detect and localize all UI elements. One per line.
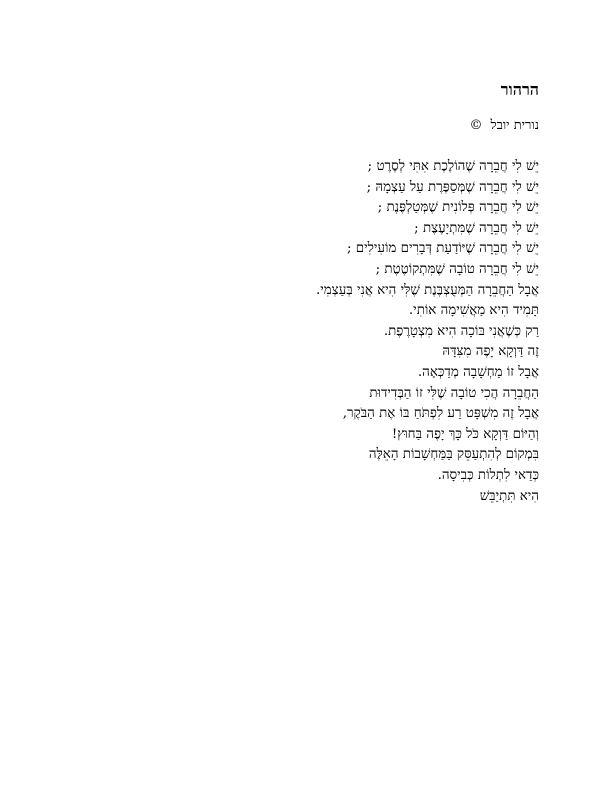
poem-line: רַק כְּשֶׁאֲנִי בּוֹכָה הִיא מִצְטָרֶפֶת. bbox=[383, 323, 539, 339]
poem-line: זֶה דַּוְקָא יָפֶה מִצִּדָּהּ bbox=[442, 344, 539, 360]
poem-line: אֲבָל הַחֲבֵרָה הַמְּעֻצְבֶּנֶת שֶׁלִּי הִיא אֲנִי בְּעַצְמִי. bbox=[315, 282, 539, 298]
author-name: נורית יובל bbox=[490, 118, 539, 133]
poem-line: יֵשׁ לִי חֲבֵרָה שֶׁמִּתְיָעֶצֶת ; bbox=[414, 220, 539, 236]
byline bbox=[119, 118, 539, 134]
poem-container bbox=[119, 80, 539, 507]
poem-line: יֵשׁ לִי חֲבֵרָה טוֹבָה שֶׁמִּתְקוֹטֶטֶת ; bbox=[375, 261, 539, 277]
poem-title: הרהור bbox=[500, 80, 539, 99]
copyright-symbol: © bbox=[469, 118, 483, 133]
poem-line: יֵשׁ לִי חֲבֵרָה פְּלוֹנִית שֶׁמְּטַלְפֶּנֶת ; bbox=[377, 200, 539, 216]
poem-line: תָּמִיד הִיא מַאֲשִׁימָה אוֹתִי. bbox=[408, 303, 539, 319]
poem-body bbox=[119, 157, 539, 507]
poem-line: יֵשׁ לִי חֲבֵרָה שֶׁהוֹלֶכֶת אִתִּי לְסֶרֶט ; bbox=[367, 159, 539, 174]
poem-line: בִּמְקוֹם לְהִתְעַסֵּק בַּמַּחְשָׁבוֹת הָאֵלֶּה bbox=[368, 447, 539, 463]
poem-line: הַחֲבֵרָה הֲכִי טוֹבָה שֶׁלִּי זוֹ הַבְּדִידוּת bbox=[369, 385, 539, 401]
poem-line: כְּדַאי לִתְלוֹת כְּבִיסָה. bbox=[437, 467, 539, 483]
poem-line: אֲבָל זֶה מִשְׁפָּט רַע לִפְתֹּחַ בּוֹ אֶת הַבֹּקֶר, bbox=[342, 406, 539, 422]
poem-line: יֵשׁ לִי חֲבֵרָה שֶׁמְּסַפֶּרֶת עַל עַצְמָהּ ; bbox=[366, 179, 539, 195]
poem-line: הִיא תִּתְיַבֵּשׁ bbox=[479, 488, 539, 504]
poem-line: אֲבָל זוֹ מַחְשָׁבָה מְדַכְּאָה. bbox=[417, 364, 539, 380]
poem-line: וְהַיּוֹם דַּוְקָא כֹּל כָּךְ יָפֶה בַּחוּץ! bbox=[391, 426, 539, 442]
poem-line: יֵשׁ לִי חֲבֵרָה שֶׁיּוֹדַעַת דְּבָרִים מוֹעִילִים ; bbox=[347, 241, 539, 257]
